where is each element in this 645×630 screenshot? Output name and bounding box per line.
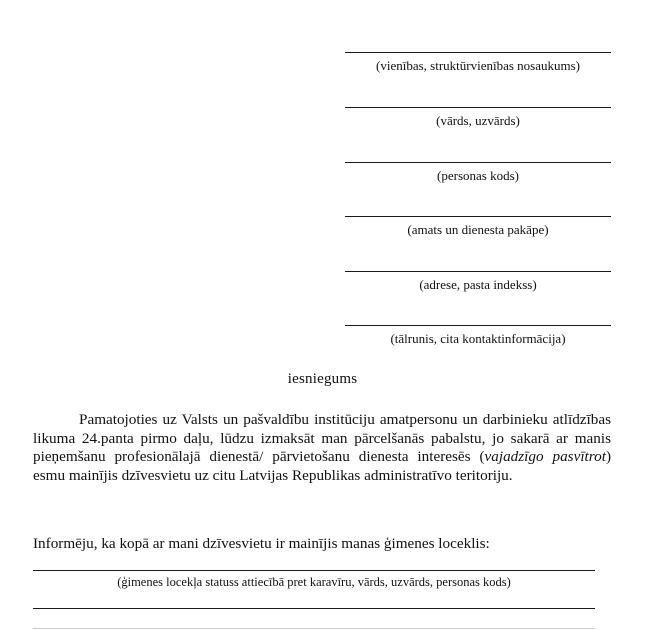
family-member-line-2[interactable] xyxy=(33,608,595,609)
family-info-intro: Informēju, ka kopā ar mani dzīvesvietu ir mainījis manas ģimenes loceklis: xyxy=(33,535,490,552)
address-line[interactable] xyxy=(345,271,611,272)
family-member-line[interactable] xyxy=(33,570,595,571)
unit-name-caption: (vienības, struktūrvienības nosaukums) xyxy=(376,58,580,73)
body-text-end: ) esmu mainījis dzīvesvietu uz citu Latvijas Republikas administratīvo teritoriju. xyxy=(33,448,611,484)
document-title: iesniegums xyxy=(287,371,358,387)
position-rank-line[interactable] xyxy=(345,216,611,217)
address-caption: (adrese, pasta indekss) xyxy=(419,277,537,292)
family-member-line-3[interactable] xyxy=(33,628,595,629)
full-name-line[interactable] xyxy=(345,107,611,108)
position-rank-caption: (amats un dienesta pakāpe) xyxy=(407,222,549,237)
body-text-start: Pamatojoties uz Valsts un pašvaldību institūciju amatpersonu un darbinieku atlīdzības likuma 24.panta pirmo daļu, lūdzu izmaksāt man pārcelšanās pabalstu, jo sakarā ar manis pieņemšanu profesionālajā dienestā/ pārvietošanu dienesta interesēs ( xyxy=(33,411,611,465)
personal-code-caption: (personas kods) xyxy=(437,168,519,183)
contact-line[interactable] xyxy=(345,325,611,326)
body-text-italic: vajadzīgo pasvītrot xyxy=(484,448,606,465)
personal-code-line[interactable] xyxy=(345,162,611,163)
body-paragraph xyxy=(33,411,611,485)
family-member-caption: (ģimenes locekļa statuss attiecībā pret karavīru, vārds, uzvārds, personas kods) xyxy=(117,575,511,589)
full-name-caption: (vārds, uzvārds) xyxy=(436,113,520,128)
unit-name-line[interactable] xyxy=(345,52,611,53)
contact-caption: (tālrunis, cita kontaktinformācija) xyxy=(390,331,566,346)
